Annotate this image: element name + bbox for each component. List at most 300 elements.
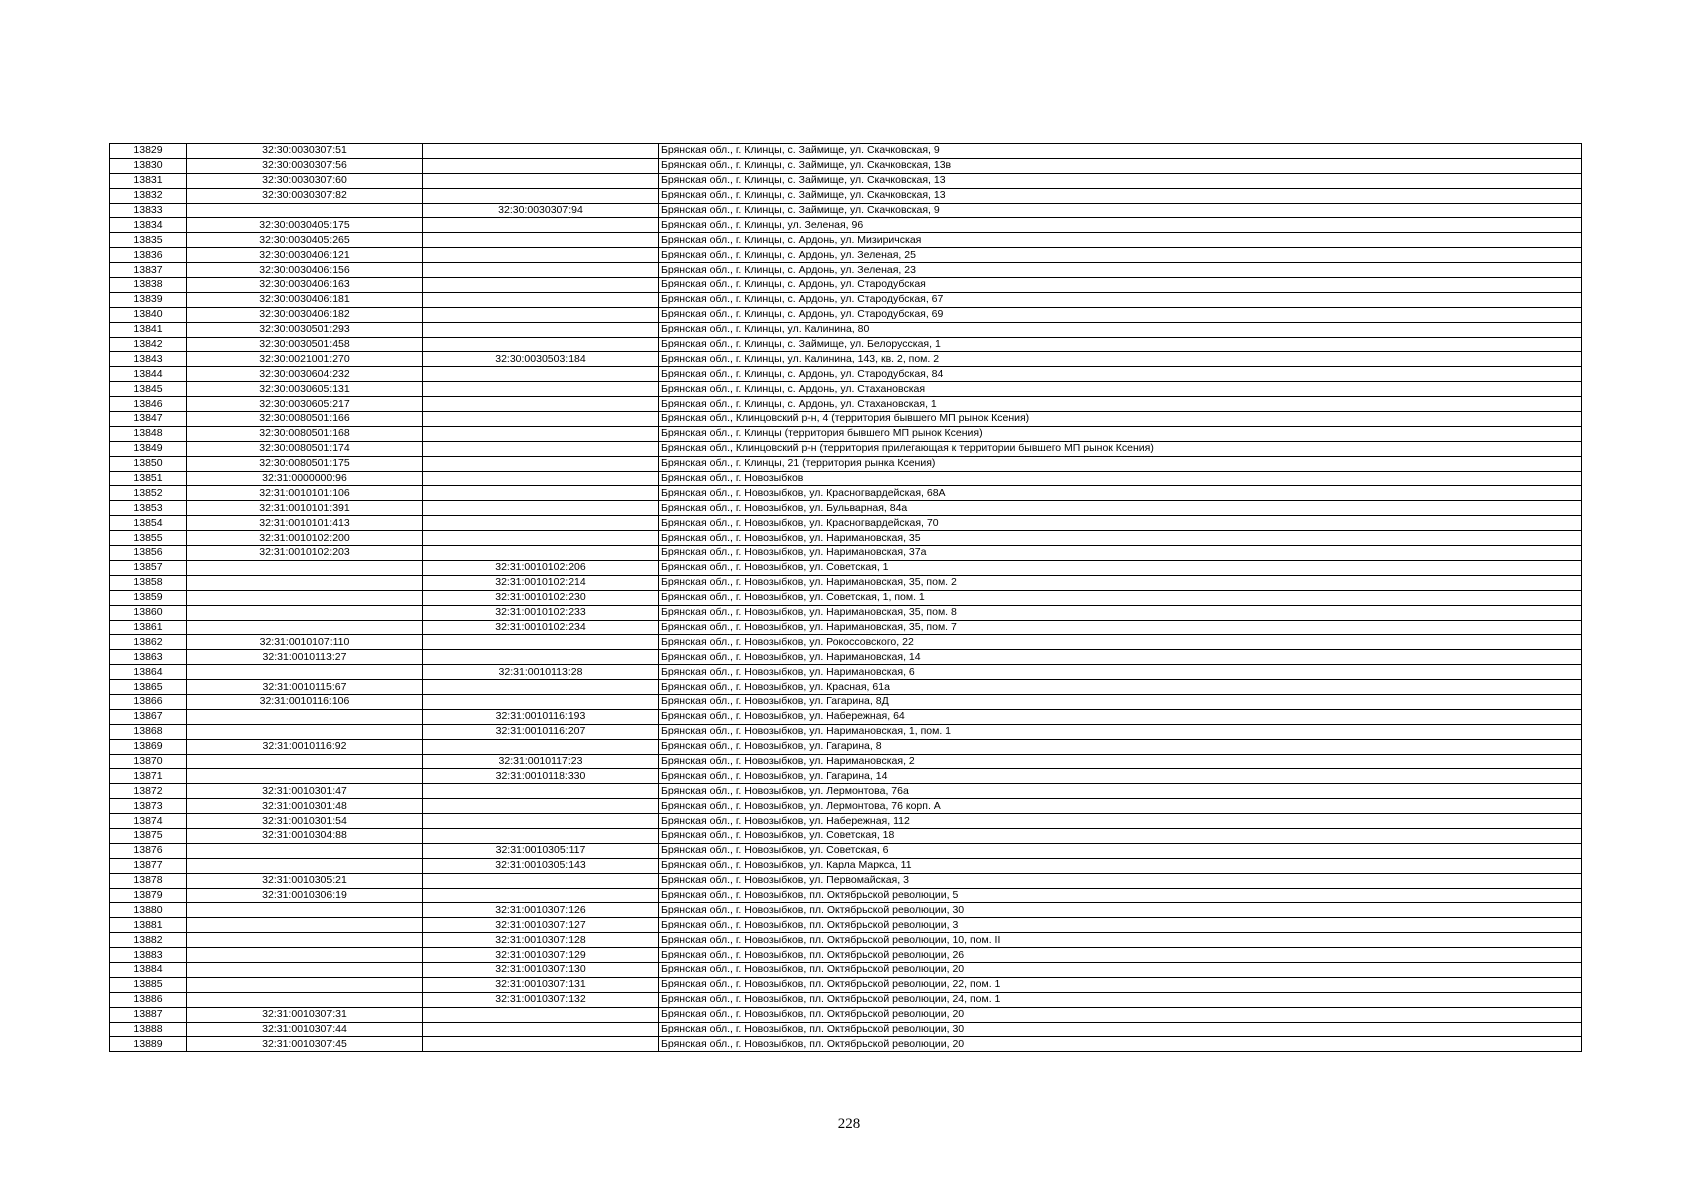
cadastral-number-cell: 32:30:0030501:458: [187, 337, 423, 352]
row-number-cell: 13886: [110, 992, 187, 1007]
related-cadastral-number-cell: [423, 367, 659, 382]
cadastral-number-cell: [187, 665, 423, 680]
related-cadastral-number-cell: [423, 263, 659, 278]
related-cadastral-number-cell: 32:31:0010116:207: [423, 724, 659, 739]
row-number-cell: 13843: [110, 352, 187, 367]
table-row: [110, 665, 1582, 680]
cadastral-number-cell: 32:31:0010102:200: [187, 531, 423, 546]
table-row: [110, 992, 1582, 1007]
related-cadastral-number-cell: [423, 158, 659, 173]
table-row: [110, 501, 1582, 516]
table-row: [110, 1022, 1582, 1037]
cadastral-number-cell: 32:31:0010101:106: [187, 486, 423, 501]
row-number-cell: 13856: [110, 546, 187, 561]
row-number-cell: 13876: [110, 843, 187, 858]
address-cell: Брянская обл., г. Новозыбков, ул. Лермонтова, 76 корп. А: [659, 799, 1582, 814]
cadastral-number-cell: 32:31:0010307:31: [187, 1007, 423, 1022]
cadastral-number-cell: [187, 605, 423, 620]
table-row: [110, 441, 1582, 456]
row-number-cell: 13866: [110, 694, 187, 709]
related-cadastral-number-cell: [423, 292, 659, 307]
address-cell: Брянская обл., г. Новозыбков, пл. Октябрьской революции, 26: [659, 948, 1582, 963]
row-number-cell: 13864: [110, 665, 187, 680]
row-number-cell: 13851: [110, 471, 187, 486]
address-cell: Брянская обл., г. Новозыбков, ул. Набережная, 64: [659, 709, 1582, 724]
row-number-cell: 13830: [110, 158, 187, 173]
address-cell: Брянская обл., г. Новозыбков, пл. Октябрьской революции, 10, пом. II: [659, 933, 1582, 948]
cadastral-number-cell: 32:30:0080501:168: [187, 426, 423, 441]
table-row: [110, 724, 1582, 739]
cadastral-number-cell: 32:31:0010115:67: [187, 680, 423, 695]
cadastral-number-cell: 32:30:0030406:182: [187, 307, 423, 322]
address-cell: Брянская обл., г. Новозыбков, ул. Первомайская, 3: [659, 873, 1582, 888]
row-number-cell: 13857: [110, 560, 187, 575]
related-cadastral-number-cell: [423, 784, 659, 799]
address-cell: Брянская обл., г. Новозыбков, ул. Наримановская, 35: [659, 531, 1582, 546]
table-row: [110, 426, 1582, 441]
address-cell: Брянская обл., г. Новозыбков, ул. Гагарина, 8: [659, 739, 1582, 754]
cadastral-number-cell: 32:30:0030605:217: [187, 397, 423, 412]
address-cell: Брянская обл., г. Клинцы, с. Ардонь, ул. Стародубская, 69: [659, 307, 1582, 322]
row-number-cell: 13872: [110, 784, 187, 799]
related-cadastral-number-cell: [423, 426, 659, 441]
cadastral-number-cell: 32:30:0030406:181: [187, 292, 423, 307]
table-row: [110, 1037, 1582, 1052]
cadastral-number-cell: 32:31:0010113:27: [187, 650, 423, 665]
table-row: [110, 352, 1582, 367]
row-number-cell: 13841: [110, 322, 187, 337]
table-row: [110, 456, 1582, 471]
address-cell: Брянская обл., г. Новозыбков, ул. Красная, 61а: [659, 680, 1582, 695]
related-cadastral-number-cell: [423, 873, 659, 888]
address-cell: Брянская обл., г. Клинцы, с. Ардонь, ул. Мизиричская: [659, 233, 1582, 248]
cadastral-number-cell: [187, 754, 423, 769]
cadastral-number-cell: 32:30:0030307:51: [187, 144, 423, 159]
related-cadastral-number-cell: [423, 412, 659, 427]
table-row: [110, 292, 1582, 307]
related-cadastral-number-cell: [423, 456, 659, 471]
related-cadastral-number-cell: [423, 144, 659, 159]
row-number-cell: 13869: [110, 739, 187, 754]
related-cadastral-number-cell: [423, 680, 659, 695]
related-cadastral-number-cell: 32:31:0010102:214: [423, 575, 659, 590]
related-cadastral-number-cell: 32:31:0010307:130: [423, 962, 659, 977]
table-row: [110, 754, 1582, 769]
related-cadastral-number-cell: 32:31:0010307:129: [423, 948, 659, 963]
cadastral-number-cell: 32:31:0010116:106: [187, 694, 423, 709]
page-number: 228: [837, 1116, 861, 1132]
cadastral-number-cell: 32:30:0030307:60: [187, 173, 423, 188]
related-cadastral-number-cell: [423, 1007, 659, 1022]
cadastral-number-cell: [187, 724, 423, 739]
related-cadastral-number-cell: 32:31:0010102:234: [423, 620, 659, 635]
cadastral-number-cell: 32:30:0030406:156: [187, 263, 423, 278]
address-cell: Брянская обл., г. Новозыбков, ул. Советская, 18: [659, 828, 1582, 843]
row-number-cell: 13853: [110, 501, 187, 516]
related-cadastral-number-cell: [423, 173, 659, 188]
row-number-cell: 13874: [110, 814, 187, 829]
row-number-cell: 13871: [110, 769, 187, 784]
related-cadastral-number-cell: [423, 694, 659, 709]
table-row: [110, 933, 1582, 948]
address-cell: Брянская обл., г. Новозыбков, ул. Гагарина, 8Д: [659, 694, 1582, 709]
table-row: [110, 560, 1582, 575]
row-number-cell: 13838: [110, 278, 187, 293]
table-row: [110, 158, 1582, 173]
table-row: [110, 739, 1582, 754]
cadastral-number-cell: 32:31:0010305:21: [187, 873, 423, 888]
address-cell: Брянская обл., г. Новозыбков, ул. Наримановская, 35, пом. 2: [659, 575, 1582, 590]
cadastral-number-cell: 32:30:0030307:82: [187, 188, 423, 203]
address-cell: Брянская обл., г. Новозыбков, пл. Октябрьской революции, 30: [659, 1022, 1582, 1037]
table-row: [110, 828, 1582, 843]
related-cadastral-number-cell: [423, 337, 659, 352]
related-cadastral-number-cell: [423, 650, 659, 665]
address-cell: Брянская обл., г. Новозыбков, ул. Бульварная, 84а: [659, 501, 1582, 516]
cadastral-number-cell: 32:30:0030307:56: [187, 158, 423, 173]
table-row: [110, 605, 1582, 620]
address-cell: Брянская обл., г. Новозыбков, пл. Октябрьской революции, 20: [659, 962, 1582, 977]
table-row: [110, 590, 1582, 605]
row-number-cell: 13889: [110, 1037, 187, 1052]
related-cadastral-number-cell: [423, 501, 659, 516]
table-row: [110, 650, 1582, 665]
address-cell: Брянская обл., г. Новозыбков, ул. Наримановская, 35, пом. 7: [659, 620, 1582, 635]
table-row: [110, 144, 1582, 159]
cadastral-number-cell: 32:31:0010301:47: [187, 784, 423, 799]
row-number-cell: 13868: [110, 724, 187, 739]
row-number-cell: 13878: [110, 873, 187, 888]
address-cell: Брянская обл., г. Клинцы, с. Займище, ул. Скачковская, 9: [659, 203, 1582, 218]
address-cell: Брянская обл., г. Клинцы, с. Ардонь, ул. Стахановская: [659, 382, 1582, 397]
table-row: [110, 888, 1582, 903]
address-cell: Брянская обл., г. Клинцы, ул. Калинина, 80: [659, 322, 1582, 337]
related-cadastral-number-cell: 32:31:0010307:128: [423, 933, 659, 948]
address-cell: Брянская обл., г. Новозыбков, пл. Октябрьской революции, 30: [659, 903, 1582, 918]
cadastral-number-cell: [187, 948, 423, 963]
row-number-cell: 13832: [110, 188, 187, 203]
property-table-body: [110, 144, 1582, 1052]
address-cell: Брянская обл., г. Новозыбков, ул. Советская, 6: [659, 843, 1582, 858]
address-cell: Брянская обл., г. Новозыбков, ул. Наримановская, 6: [659, 665, 1582, 680]
row-number-cell: 13880: [110, 903, 187, 918]
related-cadastral-number-cell: [423, 233, 659, 248]
table-row: [110, 814, 1582, 829]
cadastral-number-cell: [187, 903, 423, 918]
row-number-cell: 13865: [110, 680, 187, 695]
row-number-cell: 13840: [110, 307, 187, 322]
row-number-cell: 13836: [110, 248, 187, 263]
row-number-cell: 13858: [110, 575, 187, 590]
row-number-cell: 13842: [110, 337, 187, 352]
related-cadastral-number-cell: [423, 516, 659, 531]
table-row: [110, 575, 1582, 590]
table-row: [110, 948, 1582, 963]
row-number-cell: 13861: [110, 620, 187, 635]
table-row: [110, 248, 1582, 263]
address-cell: Брянская обл., г. Клинцы, с. Ардонь, ул. Стахановская, 1: [659, 397, 1582, 412]
table-row: [110, 173, 1582, 188]
address-cell: Брянская обл., г. Клинцы, с. Займище, ул. Белорусская, 1: [659, 337, 1582, 352]
related-cadastral-number-cell: [423, 739, 659, 754]
address-cell: Брянская обл., г. Новозыбков, ул. Наримановская, 35, пом. 8: [659, 605, 1582, 620]
row-number-cell: 13833: [110, 203, 187, 218]
table-row: [110, 858, 1582, 873]
cadastral-number-cell: 32:31:0010306:19: [187, 888, 423, 903]
table-row: [110, 620, 1582, 635]
cadastral-number-cell: 32:31:0010307:44: [187, 1022, 423, 1037]
cadastral-number-cell: [187, 992, 423, 1007]
cadastral-number-cell: 32:30:0030501:293: [187, 322, 423, 337]
related-cadastral-number-cell: 32:31:0010116:193: [423, 709, 659, 724]
address-cell: Брянская обл., г. Клинцы, с. Ардонь, ул. Стародубская: [659, 278, 1582, 293]
address-cell: Брянская обл., г. Клинцы, с. Займище, ул. Скачковская, 13: [659, 173, 1582, 188]
cadastral-number-cell: [187, 858, 423, 873]
related-cadastral-number-cell: [423, 248, 659, 263]
table-row: [110, 873, 1582, 888]
related-cadastral-number-cell: 32:30:0030307:94: [423, 203, 659, 218]
related-cadastral-number-cell: 32:31:0010305:117: [423, 843, 659, 858]
related-cadastral-number-cell: [423, 441, 659, 456]
address-cell: Брянская обл., г. Новозыбков, ул. Рокоссовского, 22: [659, 635, 1582, 650]
cadastral-number-cell: 32:31:0010101:413: [187, 516, 423, 531]
related-cadastral-number-cell: 32:31:0010117:23: [423, 754, 659, 769]
row-number-cell: 13849: [110, 441, 187, 456]
address-cell: Брянская обл., г. Новозыбков, пл. Октябрьской революции, 20: [659, 1007, 1582, 1022]
related-cadastral-number-cell: [423, 546, 659, 561]
row-number-cell: 13854: [110, 516, 187, 531]
cadastral-number-cell: [187, 918, 423, 933]
cadastral-number-cell: 32:30:0021001:270: [187, 352, 423, 367]
related-cadastral-number-cell: 32:31:0010307:131: [423, 977, 659, 992]
address-cell: Брянская обл., г. Новозыбков, ул. Наримановская, 2: [659, 754, 1582, 769]
row-number-cell: 13863: [110, 650, 187, 665]
row-number-cell: 13831: [110, 173, 187, 188]
cadastral-number-cell: [187, 620, 423, 635]
table-row: [110, 918, 1582, 933]
cadastral-number-cell: 32:31:0010116:92: [187, 739, 423, 754]
table-row: [110, 903, 1582, 918]
address-cell: Брянская обл., г. Новозыбков, ул. Красногвардейская, 70: [659, 516, 1582, 531]
related-cadastral-number-cell: [423, 799, 659, 814]
table-row: [110, 843, 1582, 858]
table-row: [110, 412, 1582, 427]
cadastral-number-cell: 32:31:0010101:391: [187, 501, 423, 516]
row-number-cell: 13844: [110, 367, 187, 382]
cadastral-number-cell: 32:31:0010107:110: [187, 635, 423, 650]
cadastral-number-cell: [187, 933, 423, 948]
row-number-cell: 13850: [110, 456, 187, 471]
related-cadastral-number-cell: [423, 471, 659, 486]
cadastral-number-cell: [187, 977, 423, 992]
cadastral-number-cell: 32:30:0030405:175: [187, 218, 423, 233]
address-cell: Брянская обл., г. Клинцы (территория бывшего МП рынок Ксения): [659, 426, 1582, 441]
row-number-cell: 13847: [110, 412, 187, 427]
address-cell: Брянская обл., Клинцовский р-н, 4 (территория бывшего МП рынок Ксения): [659, 412, 1582, 427]
address-cell: Брянская обл., г. Клинцы, 21 (территория рынка Ксения): [659, 456, 1582, 471]
address-cell: Брянская обл., г. Новозыбков, пл. Октябрьской революции, 5: [659, 888, 1582, 903]
address-cell: Брянская обл., г. Новозыбков, ул. Гагарина, 14: [659, 769, 1582, 784]
address-cell: Брянская обл., г. Новозыбков, ул. Лермонтова, 76а: [659, 784, 1582, 799]
address-cell: Брянская обл., г. Новозыбков, пл. Октябрьской революции, 20: [659, 1037, 1582, 1052]
row-number-cell: 13883: [110, 948, 187, 963]
address-cell: Брянская обл., г. Клинцы, с. Ардонь, ул. Зеленая, 23: [659, 263, 1582, 278]
table-row: [110, 188, 1582, 203]
table-row: [110, 784, 1582, 799]
row-number-cell: 13885: [110, 977, 187, 992]
address-cell: Брянская обл., г. Новозыбков, ул. Наримановская, 1, пом. 1: [659, 724, 1582, 739]
row-number-cell: 13888: [110, 1022, 187, 1037]
related-cadastral-number-cell: [423, 382, 659, 397]
address-cell: Брянская обл., г. Клинцы, ул. Зеленая, 96: [659, 218, 1582, 233]
row-number-cell: 13884: [110, 962, 187, 977]
related-cadastral-number-cell: [423, 1037, 659, 1052]
related-cadastral-number-cell: [423, 188, 659, 203]
cadastral-number-cell: [187, 843, 423, 858]
related-cadastral-number-cell: [423, 888, 659, 903]
table-row: [110, 486, 1582, 501]
cadastral-number-cell: 32:30:0080501:175: [187, 456, 423, 471]
address-cell: Брянская обл., г. Новозыбков, пл. Октябрьской революции, 22, пом. 1: [659, 977, 1582, 992]
cadastral-number-cell: [187, 575, 423, 590]
table-row: [110, 233, 1582, 248]
row-number-cell: 13855: [110, 531, 187, 546]
row-number-cell: 13835: [110, 233, 187, 248]
cadastral-number-cell: 32:31:0010102:203: [187, 546, 423, 561]
address-cell: Брянская обл., г. Новозыбков, пл. Октябрьской революции, 3: [659, 918, 1582, 933]
table-row: [110, 397, 1582, 412]
related-cadastral-number-cell: 32:31:0010307:126: [423, 903, 659, 918]
table-row: [110, 367, 1582, 382]
related-cadastral-number-cell: 32:31:0010118:330: [423, 769, 659, 784]
table-row: [110, 307, 1582, 322]
related-cadastral-number-cell: [423, 307, 659, 322]
row-number-cell: 13845: [110, 382, 187, 397]
cadastral-number-cell: 32:30:0030604:232: [187, 367, 423, 382]
row-number-cell: 13877: [110, 858, 187, 873]
related-cadastral-number-cell: [423, 278, 659, 293]
related-cadastral-number-cell: 32:31:0010307:132: [423, 992, 659, 1007]
cadastral-number-cell: 32:31:0000000:96: [187, 471, 423, 486]
row-number-cell: 13867: [110, 709, 187, 724]
address-cell: Брянская обл., г. Новозыбков: [659, 471, 1582, 486]
row-number-cell: 13875: [110, 828, 187, 843]
cadastral-number-cell: [187, 560, 423, 575]
address-cell: Брянская обл., г. Новозыбков, ул. Наримановская, 37а: [659, 546, 1582, 561]
address-cell: Брянская обл., г. Новозыбков, ул. Советская, 1, пом. 1: [659, 590, 1582, 605]
related-cadastral-number-cell: [423, 397, 659, 412]
row-number-cell: 13887: [110, 1007, 187, 1022]
row-number-cell: 13846: [110, 397, 187, 412]
related-cadastral-number-cell: [423, 218, 659, 233]
cadastral-number-cell: 32:30:0030605:131: [187, 382, 423, 397]
related-cadastral-number-cell: [423, 531, 659, 546]
row-number-cell: 13848: [110, 426, 187, 441]
table-row: [110, 382, 1582, 397]
cadastral-number-cell: [187, 769, 423, 784]
address-cell: Брянская обл., г. Клинцы, с. Ардонь, ул. Зеленая, 25: [659, 248, 1582, 263]
cadastral-number-cell: 32:30:0080501:166: [187, 412, 423, 427]
table-row: [110, 203, 1582, 218]
related-cadastral-number-cell: 32:31:0010102:230: [423, 590, 659, 605]
table-row: [110, 218, 1582, 233]
related-cadastral-number-cell: [423, 1022, 659, 1037]
cadastral-number-cell: [187, 962, 423, 977]
related-cadastral-number-cell: 32:30:0030503:184: [423, 352, 659, 367]
table-row: [110, 680, 1582, 695]
row-number-cell: 13860: [110, 605, 187, 620]
row-number-cell: 13873: [110, 799, 187, 814]
row-number-cell: 13837: [110, 263, 187, 278]
address-cell: Брянская обл., г. Новозыбков, ул. Набережная, 112: [659, 814, 1582, 829]
table-row: [110, 263, 1582, 278]
row-number-cell: 13859: [110, 590, 187, 605]
cadastral-number-cell: [187, 203, 423, 218]
address-cell: Брянская обл., Клинцовский р-н (территория прилегающая к территории бывшего МП рынок Ксения): [659, 441, 1582, 456]
table-row: [110, 709, 1582, 724]
table-row: [110, 769, 1582, 784]
row-number-cell: 13879: [110, 888, 187, 903]
table-row: [110, 799, 1582, 814]
table-row: [110, 546, 1582, 561]
cadastral-number-cell: 32:31:0010301:54: [187, 814, 423, 829]
related-cadastral-number-cell: 32:31:0010113:28: [423, 665, 659, 680]
address-cell: Брянская обл., г. Новозыбков, ул. Советская, 1: [659, 560, 1582, 575]
address-cell: Брянская обл., г. Клинцы, с. Займище, ул. Скачковская, 9: [659, 144, 1582, 159]
related-cadastral-number-cell: [423, 814, 659, 829]
row-number-cell: 13829: [110, 144, 187, 159]
table-row: [110, 322, 1582, 337]
cadastral-number-cell: 32:31:0010307:45: [187, 1037, 423, 1052]
row-number-cell: 13862: [110, 635, 187, 650]
related-cadastral-number-cell: [423, 322, 659, 337]
table-row: [110, 635, 1582, 650]
table-row: [110, 962, 1582, 977]
cadastral-number-cell: [187, 590, 423, 605]
cadastral-number-cell: 32:31:0010304:88: [187, 828, 423, 843]
table-row: [110, 694, 1582, 709]
cadastral-number-cell: 32:30:0030405:265: [187, 233, 423, 248]
table-row: [110, 278, 1582, 293]
row-number-cell: 13852: [110, 486, 187, 501]
address-cell: Брянская обл., г. Клинцы, с. Займище, ул. Скачковская, 13: [659, 188, 1582, 203]
row-number-cell: 13881: [110, 918, 187, 933]
row-number-cell: 13882: [110, 933, 187, 948]
row-number-cell: 13870: [110, 754, 187, 769]
address-cell: Брянская обл., г. Клинцы, с. Ардонь, ул. Стародубская, 84: [659, 367, 1582, 382]
row-number-cell: 13839: [110, 292, 187, 307]
table-row: [110, 977, 1582, 992]
related-cadastral-number-cell: [423, 828, 659, 843]
address-cell: Брянская обл., г. Новозыбков, пл. Октябрьской революции, 24, пом. 1: [659, 992, 1582, 1007]
related-cadastral-number-cell: 32:31:0010307:127: [423, 918, 659, 933]
table-row: [110, 531, 1582, 546]
related-cadastral-number-cell: 32:31:0010102:206: [423, 560, 659, 575]
row-number-cell: 13834: [110, 218, 187, 233]
property-table: [109, 143, 1582, 1052]
cadastral-number-cell: [187, 709, 423, 724]
address-cell: Брянская обл., г. Новозыбков, ул. Наримановская, 14: [659, 650, 1582, 665]
table-row: [110, 516, 1582, 531]
table-row: [110, 1007, 1582, 1022]
address-cell: Брянская обл., г. Новозыбков, ул. Карла Маркса, 11: [659, 858, 1582, 873]
cadastral-number-cell: 32:30:0080501:174: [187, 441, 423, 456]
related-cadastral-number-cell: 32:31:0010102:233: [423, 605, 659, 620]
related-cadastral-number-cell: [423, 635, 659, 650]
address-cell: Брянская обл., г. Клинцы, ул. Калинина, 143, кв. 2, пом. 2: [659, 352, 1582, 367]
table-row: [110, 337, 1582, 352]
address-cell: Брянская обл., г. Клинцы, с. Займище, ул. Скачковская, 13в: [659, 158, 1582, 173]
